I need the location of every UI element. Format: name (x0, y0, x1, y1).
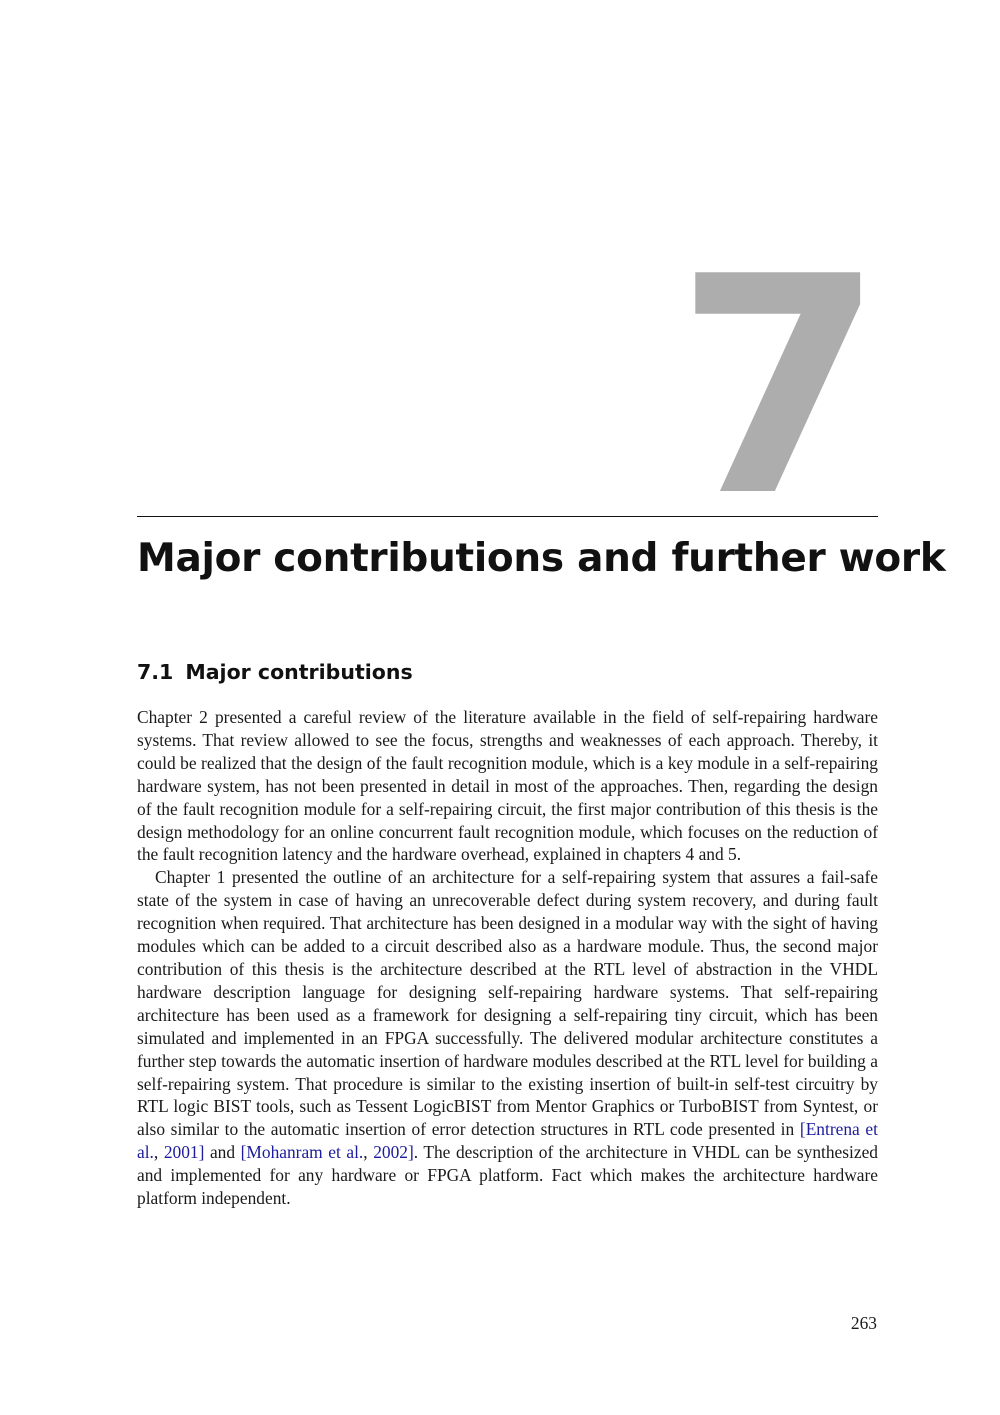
paragraph-2-text: Chapter 1 presented the outline of an architecture for a self-repairing system that assures a fail-safe state of the system in case of having an unrecoverable defect during system recovery, and during fault recognition when required. That architecture has been designed in a modular way with the sight of having modules which can be added to a circuit described also as a hardware module. Thus, the second major contribution of this thesis is the architecture described at the RTL level of abstraction in the VHDL hardware description language for designing self-repairing hardware systems. That self-repairing architecture has been used as a framework for designing a self-repairing tiny circuit, which has been simulated and implemented in an FPGA successfully. The delivered modular architecture constitutes a further step towards the automatic insertion of hardware modules described at the RTL level for building a self-repairing system. That procedure is similar to the existing insertion of built-in self-test circuitry by RTL logic BIST tools, such as Tessent LogicBIST from Mentor Graphics or TurboBIST from Syntest, or also similar to the automatic insertion of error detection structures in RTL code presented in (137, 867, 878, 1140)
citation-year-2001[interactable]: 2001 (163, 1142, 199, 1163)
citation-bracket-close: ] (198, 1142, 205, 1163)
paragraph-1: Chapter 2 presented a careful review of the literature available in the field of self-repairing hardware systems. That review allowed to see the focus, strengths and weaknesses of each approach. Thereby, it could be realized that the design of the fault recognition module, which is a key module in a self-repairing hardware system, has not been presented in detail in most of the approaches. Then, regarding the design of the fault recognition module for a self-repairing circuit, the first major contribution of this thesis is the design methodology for an online concurrent fault recognition module, which focuses on the reduction of the fault recognition latency and the hardware overhead, explained in chapters 4 and 5. (137, 707, 878, 865)
body-text (137, 706, 878, 1210)
chapter-title: Major contributions and further work (137, 536, 946, 581)
paragraph-2-text-end: . The description of the architecture in VHDL can be synthesized and implemented for any hardware or FPGA platform. Fact which makes the architecture hardware platform independent. (137, 1142, 878, 1209)
citation-separator: , (363, 1142, 374, 1163)
section-heading (137, 657, 413, 687)
citation-bracket-open: [ (240, 1142, 247, 1163)
section-number: 7.1 (137, 660, 174, 684)
citation-bracket-open: [ (799, 1119, 806, 1140)
paragraph-2 (137, 866, 878, 1210)
chapter-number: 7 (675, 213, 874, 562)
citation-year-2002[interactable]: 2002 (373, 1142, 408, 1163)
chapter-divider (137, 516, 878, 517)
paragraph-2-conjunction: and (204, 1142, 241, 1163)
citation-mohanram-2002[interactable]: Mohanram et al. (246, 1142, 364, 1163)
citation-bracket-close: ] (407, 1142, 414, 1163)
citation-entrena-2001[interactable]: Entrena et al. (137, 1119, 878, 1163)
section-title: Major contributions (185, 660, 413, 684)
page-number: 263 (850, 1313, 877, 1333)
citation-separator: , (153, 1142, 164, 1163)
